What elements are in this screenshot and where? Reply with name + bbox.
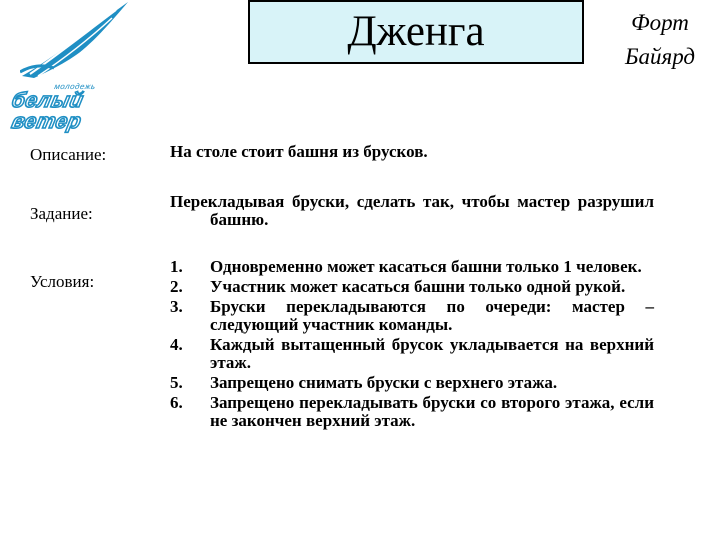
conditions-label: Условия: [30,272,95,291]
list-item [170,336,654,372]
logo [6,2,134,134]
list-item-text: Запрещено снимать бруски с верхнего этажа. [210,373,558,392]
corner-title [604,6,716,74]
conditions-list [170,258,654,432]
list-item [170,258,654,276]
list-item-number: 4. [170,335,183,354]
logo-word-belyi: белый [9,89,86,112]
task-text: Перекладывая бруски, сделать так, чтобы мастер разрушил башню. [170,192,654,229]
list-item-number: 1. [170,257,183,276]
list-item-number: 2. [170,277,183,296]
list-item [170,278,654,296]
list-item-text: Одновременно может касаться башни только 1 человек. [210,257,642,276]
list-item-number: 5. [170,373,183,392]
sail-logo-icon [20,2,132,80]
description-label: Описание: [30,145,107,164]
task-label: Задание: [30,204,93,223]
corner-title-line-1: Форт [631,10,689,35]
description-text: На столе стоит башня из брусков. [170,142,428,161]
list-item [170,394,654,430]
list-item-text: Запрещено перекладывать бруски со второго этажа, если не закончен верхний этаж. [210,393,654,430]
list-item-text: Бруски перекладываются по очереди: мастер – следующий участник команды. [210,297,654,334]
list-item-text: Участник может касаться башни только одной рукой. [210,277,626,296]
list-item-number: 6. [170,393,183,412]
page-title: Дженга [248,0,584,64]
logo-word-veter: ветер [9,110,84,133]
list-item [170,298,654,334]
list-item-number: 3. [170,297,183,316]
list-item-text: Каждый вытащенный брусок укладывается на верхний этаж. [210,335,654,372]
list-item [170,374,654,392]
logo-small-text: молодежь [53,82,97,91]
corner-title-line-2: Байярд [624,44,696,69]
